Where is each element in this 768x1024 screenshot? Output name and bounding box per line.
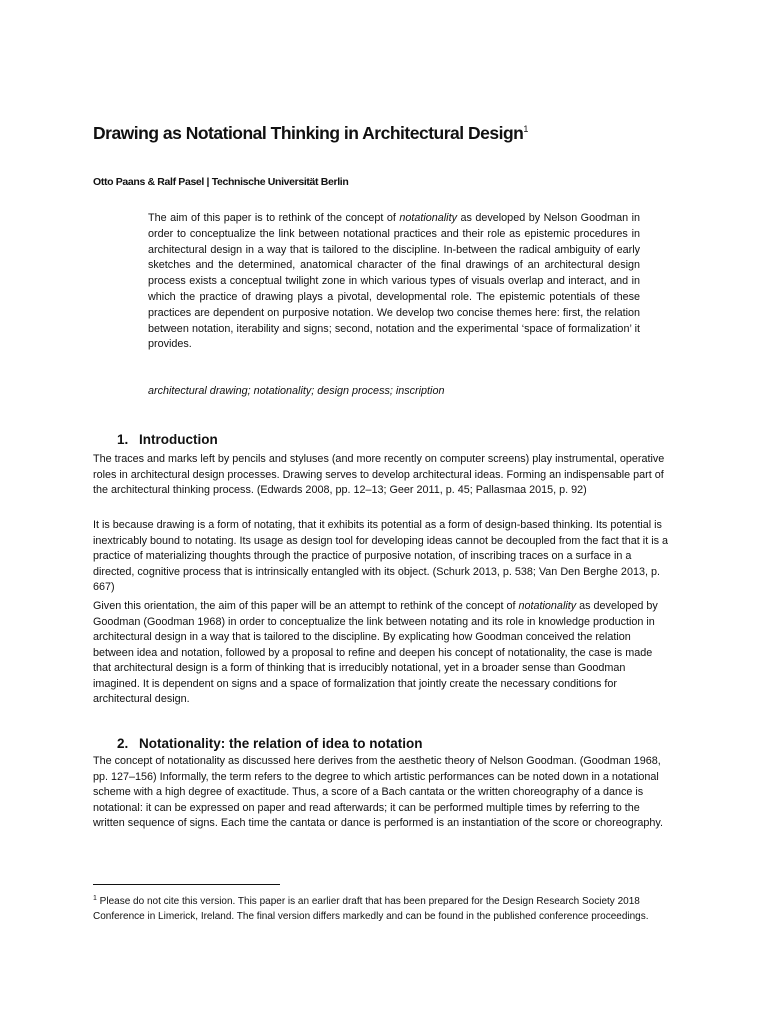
paragraph: The concept of notationality as discussed here derives from the aesthetic theory of Nelson Goodman. (Goodman 1968, pp. 127–156) Informally, the term refers to the degree to which artistic performances can be noted down in a notational scheme with a high degree of exactitude. Thus, a score of a Bach cantata or the written choreography of a dance is notational: it can be expressed on paper and read afterwards; it can be performed multiple times by referring to the written sequence of signs. Each time the cantata or dance is performed is an instantiation of the score or choreography. [93, 755, 663, 829]
paragraph [93, 599, 671, 708]
section-heading-notationality [117, 736, 423, 751]
footnote-marker: 1 [93, 895, 97, 902]
abstract-text-start: The aim of this paper is to rethink of the concept of [148, 212, 400, 224]
section-number: 1. [117, 432, 129, 447]
section-heading-introduction [117, 432, 218, 447]
section-title: Notationality: the relation of idea to notation [139, 736, 423, 751]
paragraph-italic-term: notationality [518, 600, 577, 612]
paper-title [93, 123, 693, 144]
paragraph: The traces and marks left by pencils and styluses (and more recently on computer screens) play instrumental, operative roles in architectural design processes. Drawing serves to develop architectural ideas. Forming an indispensable part of the architectural thinking process. (Edwards 2008, pp. 12–13; Geer 2011, p. 45; Pallasmaa 2015, p. 92) [93, 453, 665, 496]
abstract [148, 211, 640, 353]
keywords: architectural drawing; notationality; design process; inscription [148, 385, 445, 397]
title-footnote-marker[interactable]: 1 [523, 124, 528, 134]
paper-title-text: Drawing as Notational Thinking in Architectural Design [93, 123, 524, 143]
paragraph-text-end: as developed by Goodman (Goodman 1968) in order to conceptualize the link between notating and its role in knowledge production in architectural design in a way that is tailored to the discipline. By explicating how Goodman conceived the relation between idea and notation, followed by a proposal to refine and deepen his concept of notationality, the case is made that architectural design is a form of thinking that is irreducibly notational, yet in a broader sense than Goodman imagined. It is dependent on signs and a space of formalization that jointly create the necessary conditions for architectural design. [93, 600, 658, 705]
section-title: Introduction [139, 432, 218, 447]
section-number: 2. [117, 736, 129, 751]
abstract-text-end: as developed by Nelson Goodman in order to conceptualize the link between notational practices and their role as epistemic procedures in architectural design in a way that is tailored to the discipline. In-between the radical ambiguity of early sketches and the determined, anatomical character of the final drawings of an architectural design process exists a conceptual twilight zone in which various types of visuals overlap and interact, and in which the practice of drawing plays a pivotal, developmental role. The epistemic potentials of these practices are dependent on purposive notation. We develop two concise themes here: first, the relation between notation, iterability and signs; second, notation and the experimental ‘space of formalization’ it provides. [148, 212, 640, 351]
paragraph: It is because drawing is a form of notating, that it exhibits its potential as a form of design-based thinking. Its potential is inextricably bound to notating. Its usage as design tool for developing ideas cannot be decoupled from the fact that it is a practice of materializing thoughts through the practice of purposive notation, of inscribing traces on a surface in a directed, cognitive process that is intrinsically entangled with its object. (Schurk 2013, p. 538; Van Den Berghe 2013, p. 667) [93, 519, 669, 593]
footnote [93, 891, 671, 924]
footnote-divider [93, 884, 280, 885]
abstract-italic-term: notationality [399, 212, 457, 224]
footnote-text: Please do not cite this version. This paper is an earlier draft that has been prepared for the Design Research Society 2018 Conference in Limerick, Ireland. The final version differs markedly and can be found in the published conference proceedings. [93, 896, 649, 922]
paragraph-text-start: Given this orientation, the aim of this paper will be an attempt to rethink of the concept of [93, 600, 519, 612]
author-line: Otto Paans & Ralf Pasel | Technische Universität Berlin [93, 176, 349, 188]
